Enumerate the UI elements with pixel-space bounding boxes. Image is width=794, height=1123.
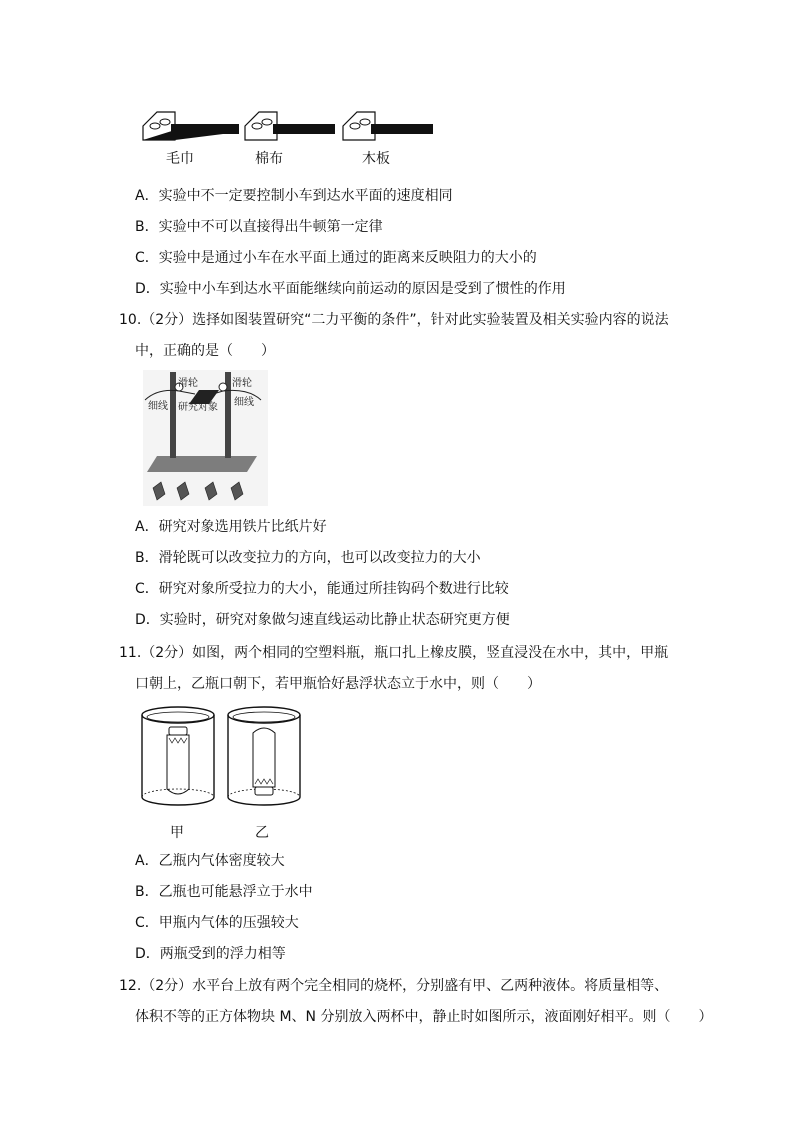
ramp-wood [343, 112, 433, 140]
q10-option-b: B．滑轮既可以改变拉力的方向，也可以改变拉力的大小 [135, 550, 481, 566]
q10-stem-line2: 中，正确的是（ ） [135, 343, 275, 359]
q9-option-b: B．实验中不可以直接得出牛顿第一定律 [135, 219, 383, 235]
q11-stem-line2: 口朝上，乙瓶口朝下，若甲瓶恰好悬浮状态立于水中，则（ ） [135, 676, 541, 692]
q9-option-a: A．实验中不一定要控制小车到达水平面的速度相同 [135, 188, 453, 204]
bottles-illustration [140, 705, 304, 813]
surface-label-towel: 毛巾 [166, 151, 194, 167]
q11-option-c: C．甲瓶内气体的压强较大 [135, 915, 299, 931]
pulley-apparatus-illustration [143, 370, 268, 506]
label-research-object: 研究对象 [178, 402, 218, 413]
q11-stem-line1: 11.（2分）如图，两个相同的空塑料瓶，瓶口扎上橡皮膜，竖直浸没在水中，其中，甲瓶 [119, 645, 669, 661]
q12-stem-line2: 体积不等的正方体物块 M、N 分别放入两杯中，静止时如图所示，液面刚好相平。则（ ） [135, 1009, 713, 1025]
q11-option-b: B．乙瓶也可能悬浮立于水中 [135, 884, 313, 900]
beaker-yi [228, 707, 300, 805]
bottle-label-jia: 甲 [170, 825, 184, 841]
surface-label-wood: 木板 [362, 151, 390, 167]
q10-option-d: D．实验时，研究对象做匀速直线运动比静止状态研究更方便 [135, 612, 510, 628]
q9-option-d: D．实验中小车到达水平面能继续向前运动的原因是受到了惯性的作用 [135, 281, 566, 297]
surfaces-figure [135, 108, 445, 148]
q10-stem-line1: 10.（2分）选择如图装置研究“二力平衡的条件”，针对此实验装置及相关实验内容的说法 [119, 312, 669, 328]
label-pulley-left: 滑轮 [178, 378, 198, 389]
q11-option-a: A．乙瓶内气体密度较大 [135, 853, 285, 869]
q10-option-c: C．研究对象所受拉力的大小，能通过所挂钩码个数进行比较 [135, 581, 509, 597]
q10-option-a: A．研究对象选用铁片比纸片好 [135, 519, 327, 535]
beaker-jia [142, 707, 214, 805]
q9-option-c: C．实验中是通过小车在水平面上通过的距离来反映阻力的大小的 [135, 250, 537, 266]
label-thread-right: 细线 [234, 397, 254, 408]
q12-stem-line1: 12.（2分）水平台上放有两个完全相同的烧杯，分别盛有甲、乙两种液体。将质量相等、 [119, 978, 669, 994]
label-thread-left: 细线 [148, 401, 168, 412]
two-force-balance-figure [143, 370, 268, 506]
bottle-label-yi: 乙 [255, 825, 269, 841]
surface-label-cotton: 棉布 [255, 151, 283, 167]
ramp-towel [143, 112, 239, 140]
q11-option-d: D．两瓶受到的浮力相等 [135, 946, 286, 962]
bottles-figure [140, 705, 304, 813]
label-pulley-right: 滑轮 [232, 378, 252, 389]
ramps-illustration [135, 108, 445, 148]
ramp-cotton [245, 112, 335, 140]
